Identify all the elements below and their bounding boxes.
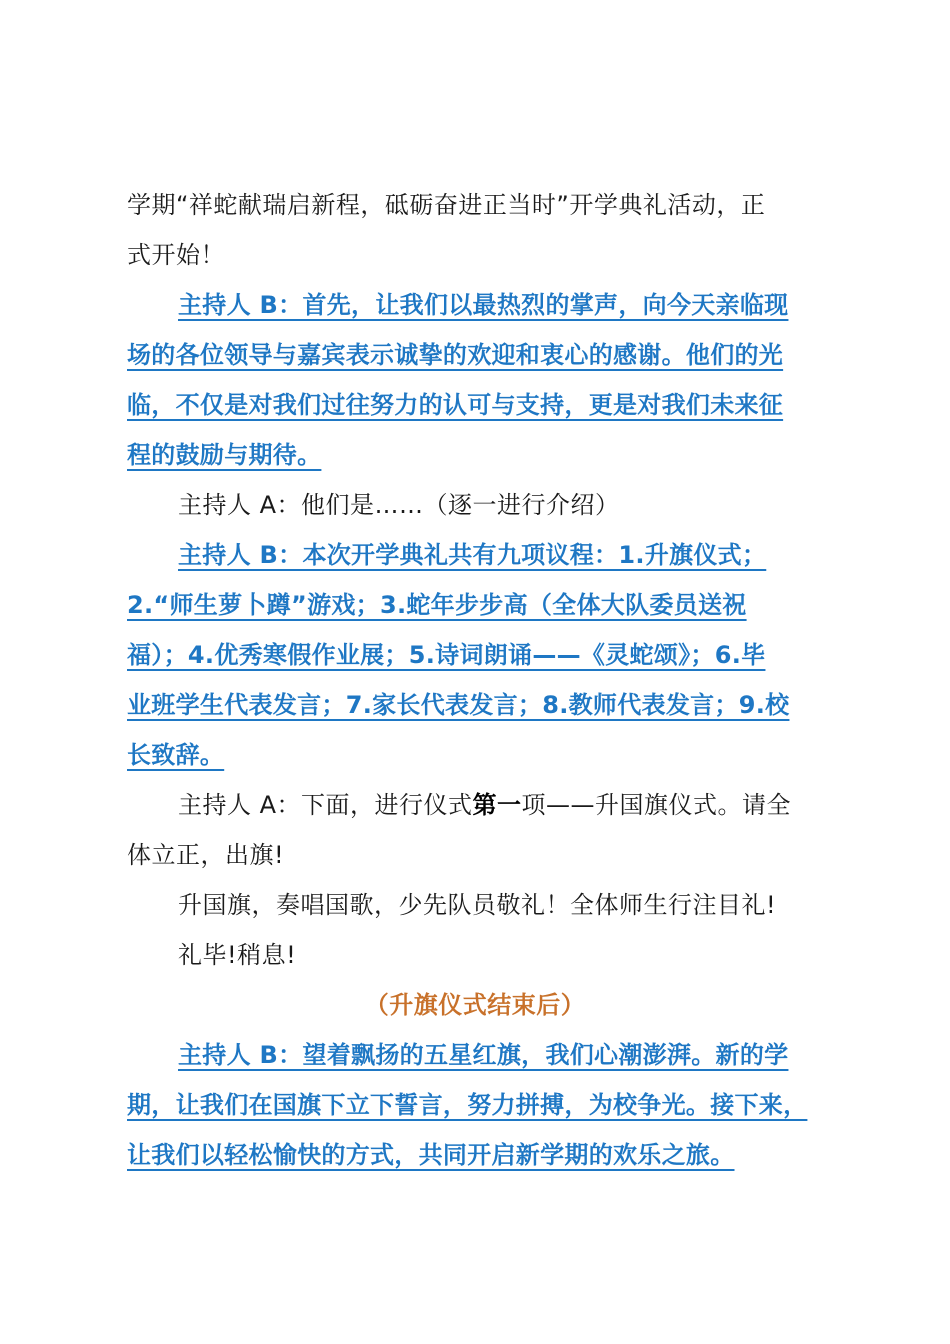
emphasis-text: 第一 xyxy=(472,791,522,819)
host-b-line: 让我们以轻松愉快的方式，共同开启新学期的欢乐之旅。 xyxy=(127,1141,735,1169)
host-b-line: 期，让我们在国旗下立下誓言，努力拼搏，为校争光。接下来， xyxy=(127,1091,808,1119)
host-a-text: 项——升国旗仪式。请全 xyxy=(521,791,792,819)
agenda-line: 主持人 B：本次开学典礼共有九项议程：1.升旗仪式； xyxy=(178,541,767,569)
host-a-line: 主持人 A：他们是……（逐一进行介绍） xyxy=(178,491,620,519)
agenda-line: 福）；4.优秀寒假作业展；5.诗词朗诵——《灵蛇颂》；6.毕 xyxy=(127,641,766,669)
agenda-line: 长致辞。 xyxy=(127,741,225,769)
agenda-line: 2.“师生萝卜蹲”游戏；3.蛇年步步高（全体大队委员送祝 xyxy=(127,591,747,619)
paragraph-text-line: 学期“祥蛇献瑞启新程，砥砺奋进正当时”开学典礼活动，正 xyxy=(127,191,766,219)
host-b-line: 主持人 B：首先，让我们以最热烈的掌声，向今天亲临现 xyxy=(178,291,789,319)
host-b-line: 程的鼓励与期待。 xyxy=(127,441,322,469)
host-a-text: 主持人 A：下面，进行仪式 xyxy=(178,791,473,819)
stage-note: （升旗仪式结束后） xyxy=(364,991,586,1019)
ceremony-line: 升国旗，奏唱国歌，少先队员敬礼！全体师生行注目礼! xyxy=(178,891,777,919)
host-b-line: 主持人 B：望着飘扬的五星红旗，我们心潮澎湃。新的学 xyxy=(178,1041,789,1069)
host-a-line: 体立正，出旗! xyxy=(127,841,285,869)
paragraph-text-line: 式开始！ xyxy=(127,241,225,269)
host-b-line: 临，不仅是对我们过往努力的认可与支持，更是对我们未来征 xyxy=(127,391,784,419)
host-b-line: 场的各位领导与嘉宾表示诚挚的欢迎和衷心的感谢。他们的光 xyxy=(127,341,784,369)
agenda-line: 业班学生代表发言；7.家长代表发言；8.教师代表发言；9.校 xyxy=(127,691,790,719)
host-a-line xyxy=(178,788,791,822)
ceremony-line: 礼毕!稍息! xyxy=(178,941,297,969)
